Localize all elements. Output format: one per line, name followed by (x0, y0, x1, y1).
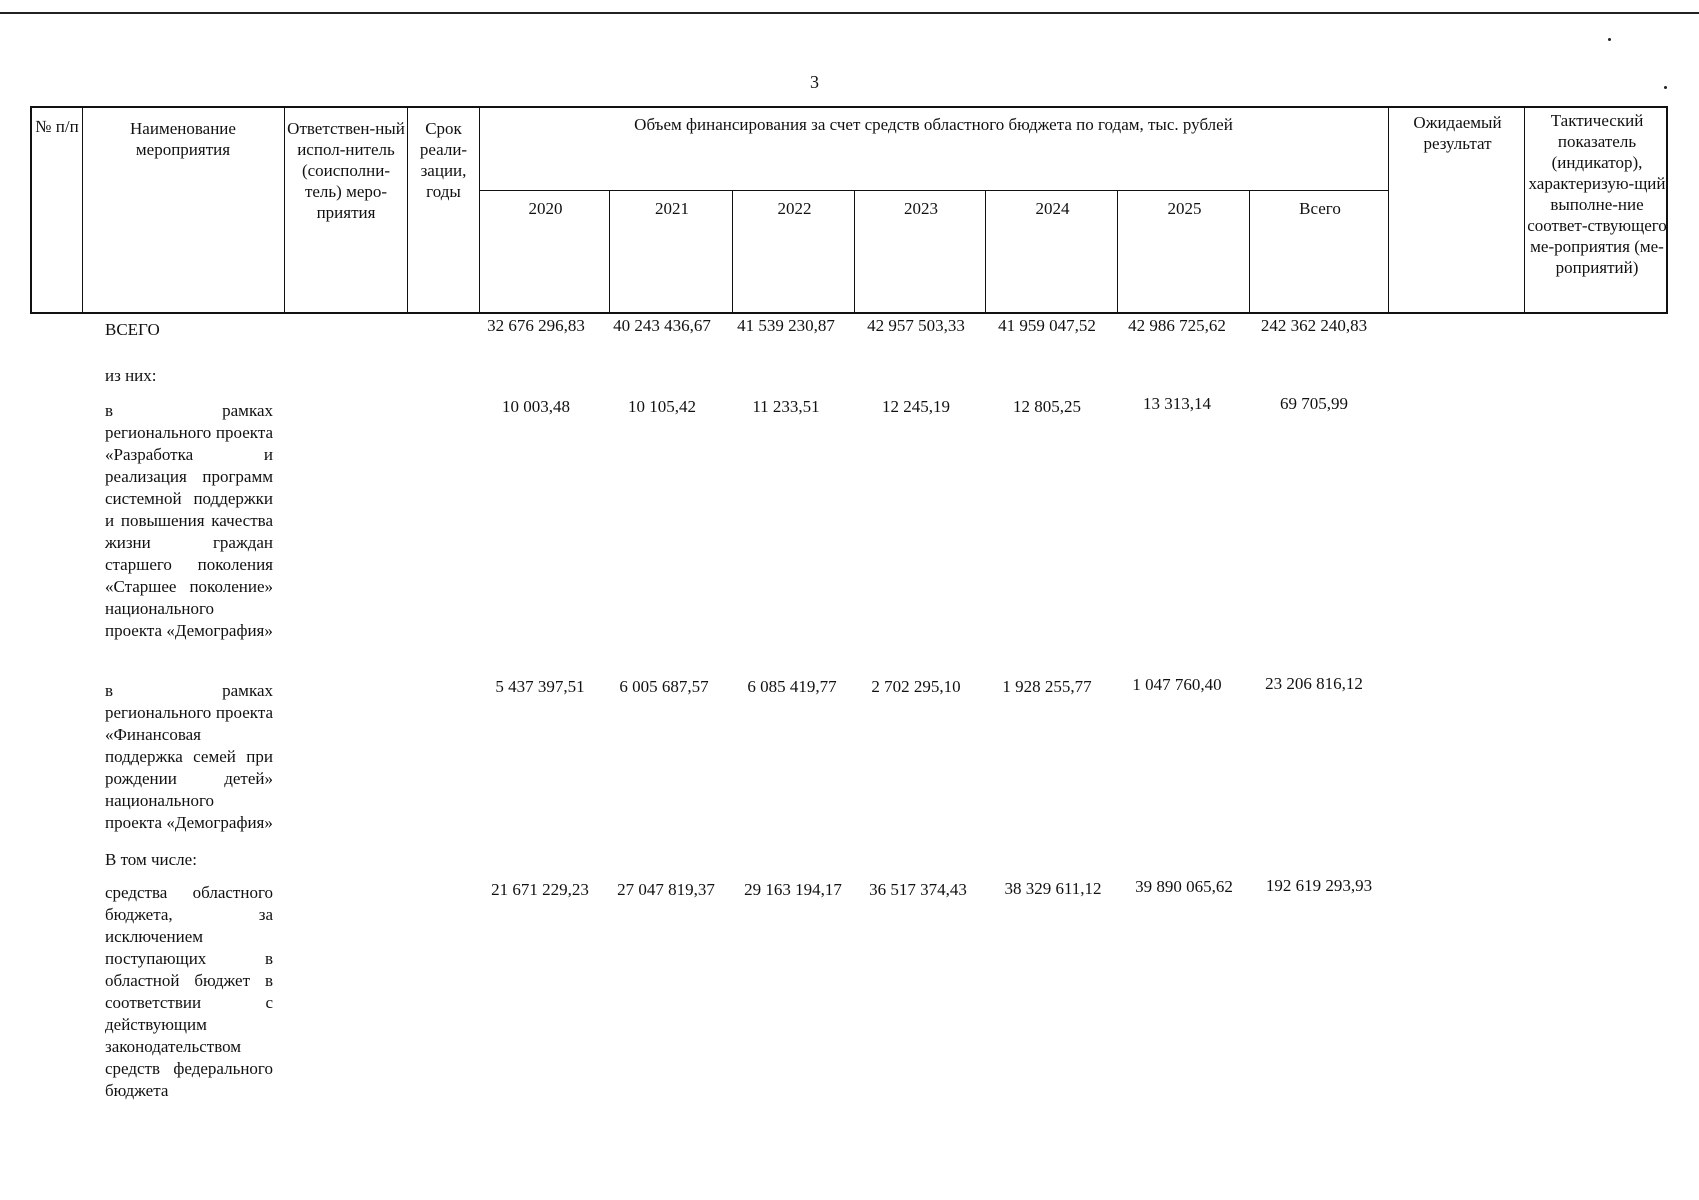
row-of-them: из них: (105, 366, 157, 385)
header-term: Срок реали-зации, годы (419, 119, 468, 201)
total-2022: 41 539 230,87 (737, 316, 835, 335)
total-2021: 40 243 436,67 (613, 316, 711, 335)
top-rule (0, 12, 1699, 14)
regional-2024: 38 329 611,12 (1004, 879, 1102, 898)
regional-2021: 27 047 819,37 (617, 880, 715, 899)
total-2023: 42 957 503,33 (867, 316, 965, 335)
header-no: № п/п (35, 117, 79, 136)
header-total: Всего (1299, 199, 1341, 218)
header-executor: Ответствен-ный испол-нитель (соисполни-тель) меро-приятия (287, 119, 405, 222)
project1-2023: 12 245,19 (882, 397, 950, 416)
project1-2025: 13 313,14 (1143, 394, 1211, 413)
total-2024: 41 959 047,52 (998, 316, 1096, 335)
scan-speck (1664, 86, 1667, 89)
project1-2021: 10 105,42 (628, 397, 696, 416)
header-year-2024: 2024 (1035, 199, 1070, 218)
regional-2022: 29 163 194,17 (744, 880, 842, 899)
page-number: 3 (810, 72, 819, 92)
header-year-2020: 2020 (528, 199, 563, 218)
project1-2020: 10 003,48 (502, 397, 570, 416)
row-regional-label: средства областного бюджета, за исключением поступающих в областной бюджет в соответствии с действующим законодательством средств федерального бюджета (105, 883, 273, 1100)
project2-2020: 5 437 397,51 (495, 677, 585, 696)
header-year-2025: 2025 (1167, 199, 1202, 218)
header-year-2022: 2022 (777, 199, 812, 218)
project1-2022: 11 233,51 (752, 397, 820, 416)
header-year-2021: 2021 (655, 199, 689, 218)
row-including: В том числе: (105, 850, 197, 869)
scan-speck (1608, 38, 1611, 41)
total-all: 242 362 240,83 (1260, 316, 1368, 335)
project2-2023: 2 702 295,10 (871, 677, 961, 696)
project1-all: 69 705,99 (1280, 394, 1348, 413)
regional-2023: 36 517 374,43 (869, 880, 967, 899)
header-result: Ожидаемый результат (1413, 113, 1502, 153)
header-funding: Объем финансирования за счет средств областного бюджета по годам, тыс. рублей (634, 115, 1233, 134)
regional-all: 192 619 293,93 (1265, 876, 1373, 895)
row-total-label: ВСЕГО (105, 320, 160, 339)
regional-2025: 39 890 065,62 (1135, 877, 1233, 896)
row-project2-label: в рамках регионального проекта «Финансовая поддержка семей при рождении детей» национального проекта «Демография» (105, 681, 273, 832)
project1-2024: 12 805,25 (1013, 397, 1081, 416)
project2-2024: 1 928 255,77 (1002, 677, 1092, 696)
project2-all: 23 206 816,12 (1265, 674, 1363, 693)
row-project1-label: в рамках регионального проекта «Разработка и реализация программ системной поддержки и повышения качества жизни граждан старшего поколения «Старшее поколение» национального проекта «Демография» (105, 401, 273, 640)
project2-2022: 6 085 419,77 (747, 677, 837, 696)
total-2025: 42 986 725,62 (1128, 316, 1226, 335)
header-year-2023: 2023 (904, 199, 938, 218)
header-indicator: Тактический показатель (индикатор), характеризую-щий выполне-ние соответ-ствующего ме-роприятия (ме-роприятий) (1527, 111, 1667, 277)
project2-2025: 1 047 760,40 (1132, 675, 1222, 694)
header-name: Наименование мероприятия (130, 119, 236, 159)
total-2020: 32 676 296,83 (487, 316, 585, 335)
regional-2020: 21 671 229,23 (491, 880, 589, 899)
table-header (30, 106, 1668, 314)
project2-2021: 6 005 687,57 (619, 677, 709, 696)
